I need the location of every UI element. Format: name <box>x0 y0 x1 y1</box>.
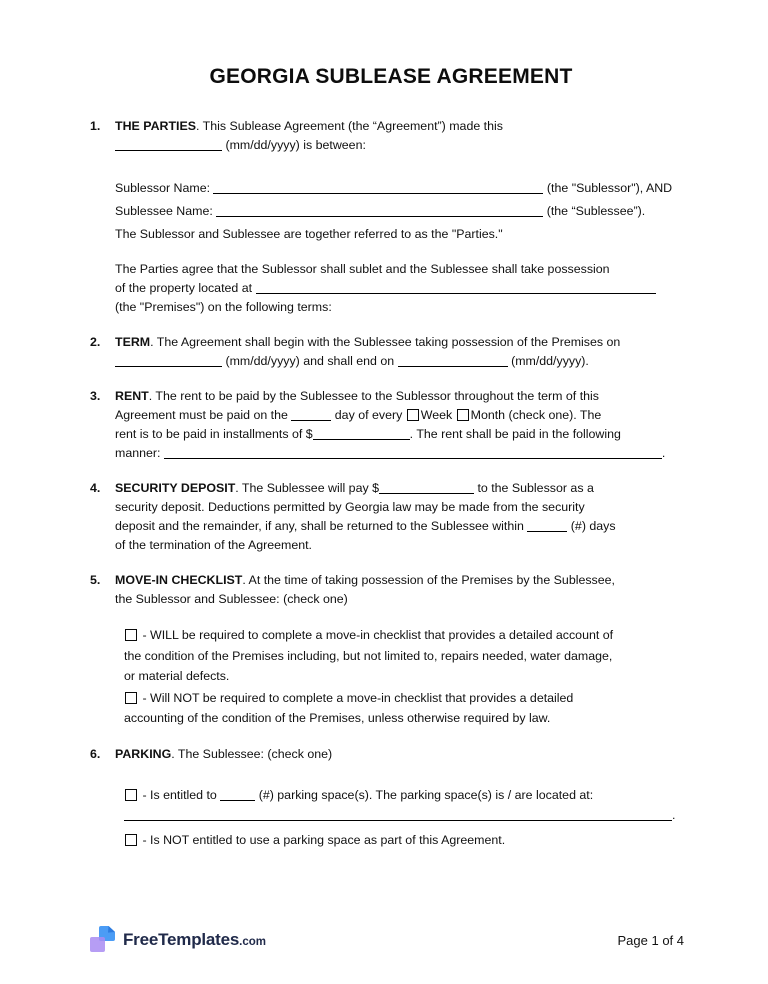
brand-name: FreeTemplates <box>123 930 240 949</box>
fill-in-blank <box>124 809 672 821</box>
fill-in-blank <box>115 355 222 367</box>
checkbox-option-will-not: - Will NOT be required to complete a move-in checklist that provides a detailed accounting of the condition of the Premises, unless otherwise required by law. <box>124 690 574 725</box>
sublessee-line: Sublessee Name: (the “Sublessee”). <box>115 204 646 218</box>
section-number: 5. <box>90 573 101 587</box>
parties-reference: The Sublessor and Sublessee are together referred to as the "Parties." <box>115 227 503 241</box>
fill-in-blank <box>256 282 656 294</box>
fill-in-blank <box>398 355 508 367</box>
section-heading: PARKING <box>115 746 172 761</box>
sublessor-line: Sublessor Name: (the "Sublessor"), AND <box>115 181 673 195</box>
rent-paragraph: RENT. The rent to be paid by the Sublessee to the Sublessor throughout the term of this Agreement must be paid on the day of every Week Month (check one). The rent is to be paid in installments of $ . The rent shall be paid in the following manner: . <box>115 389 666 460</box>
checkbox-option-no-parking: - Is NOT entitled to use a parking space as part of this Agreement. <box>124 830 692 851</box>
brand-tld: .com <box>239 936 266 948</box>
section-content <box>115 333 692 371</box>
section-3 <box>90 387 692 463</box>
section-heading: THE PARTIES <box>115 119 197 133</box>
section-6 <box>90 745 692 851</box>
freetemplates-brand <box>90 926 266 954</box>
checkbox <box>407 409 419 421</box>
section-number: 4. <box>90 481 101 495</box>
parking-intro: PARKING. The Sublessee: (check one) <box>115 746 333 761</box>
document-body <box>90 117 692 850</box>
section-heading: TERM <box>115 335 151 349</box>
section-content <box>115 571 692 729</box>
section-number: 3. <box>90 389 101 403</box>
section-number: 2. <box>90 335 101 349</box>
security-deposit-paragraph: SECURITY DEPOSIT. The Sublessee will pay $ to the Sublessor as a security deposit. Deductions permitted by Georgia law may be made from the security deposit and the remainder, if any, shall be returned to the Sublessee within (#) days of the termination of the Agreement. <box>115 481 616 552</box>
section-number: 1. <box>90 119 101 133</box>
checkbox-option-will: - WILL be required to complete a move-in checklist that provides a detailed account of the condition of the Premises including, but not limited to, repairs needed, water damage, or material defects. <box>124 628 614 683</box>
term-paragraph: TERM. The Agreement shall begin with the Sublessee taking possession of the Premises on (mm/dd/yyyy) and shall end on (mm/dd/yyyy). <box>115 335 621 368</box>
fill-in-blank <box>527 520 567 532</box>
fill-in-blank <box>313 428 410 440</box>
page-indicator: Page 1 of 4 <box>617 932 684 948</box>
checkbox <box>457 409 469 421</box>
document-title: GEORGIA SUBLEASE AGREEMENT <box>209 65 573 88</box>
move-in-intro: MOVE-IN CHECKLIST. At the time of taking possession of the Premises by the Sublessee, the Sublessor and Sublessee: (check one) <box>115 573 615 606</box>
section-content <box>115 479 692 555</box>
logo-square-shape <box>90 937 105 952</box>
section-4 <box>90 479 692 555</box>
fill-in-blank <box>216 205 543 217</box>
section-heading: MOVE-IN CHECKLIST <box>115 573 243 587</box>
checkbox <box>125 629 137 641</box>
freetemplates-logo-icon <box>90 926 116 954</box>
section-2 <box>90 333 692 371</box>
parties-intro: THE PARTIES. This Sublease Agreement (the “Agreement”) made this (mm/dd/yyyy) is between: <box>115 119 503 152</box>
checkbox <box>125 692 137 704</box>
section-5 <box>90 571 692 729</box>
section-1 <box>90 117 692 317</box>
checkbox <box>125 834 137 846</box>
section-content <box>115 387 692 463</box>
brand-wordmark <box>123 930 266 950</box>
section-content <box>115 117 692 317</box>
fill-in-blank <box>115 139 222 151</box>
fill-in-blank <box>291 409 331 421</box>
checkbox <box>125 789 137 801</box>
section-number: 6. <box>90 746 101 761</box>
fill-in-blank <box>379 482 474 494</box>
page-footer <box>90 926 684 954</box>
fill-in-blank <box>220 789 255 801</box>
fill-in-blank <box>213 182 543 194</box>
checkbox-option-parking-entitled: - Is entitled to (#) parking space(s). The parking space(s) is / are located at: . <box>124 785 692 826</box>
fill-in-blank <box>164 447 662 459</box>
section-heading: RENT <box>115 389 149 403</box>
section-heading: SECURITY DEPOSIT <box>115 481 236 495</box>
property-paragraph: The Parties agree that the Sublessor shall sublet and the Sublessee shall take possession of the property located at (the "Premises") on the following terms: <box>115 260 692 317</box>
section-content <box>115 745 692 851</box>
